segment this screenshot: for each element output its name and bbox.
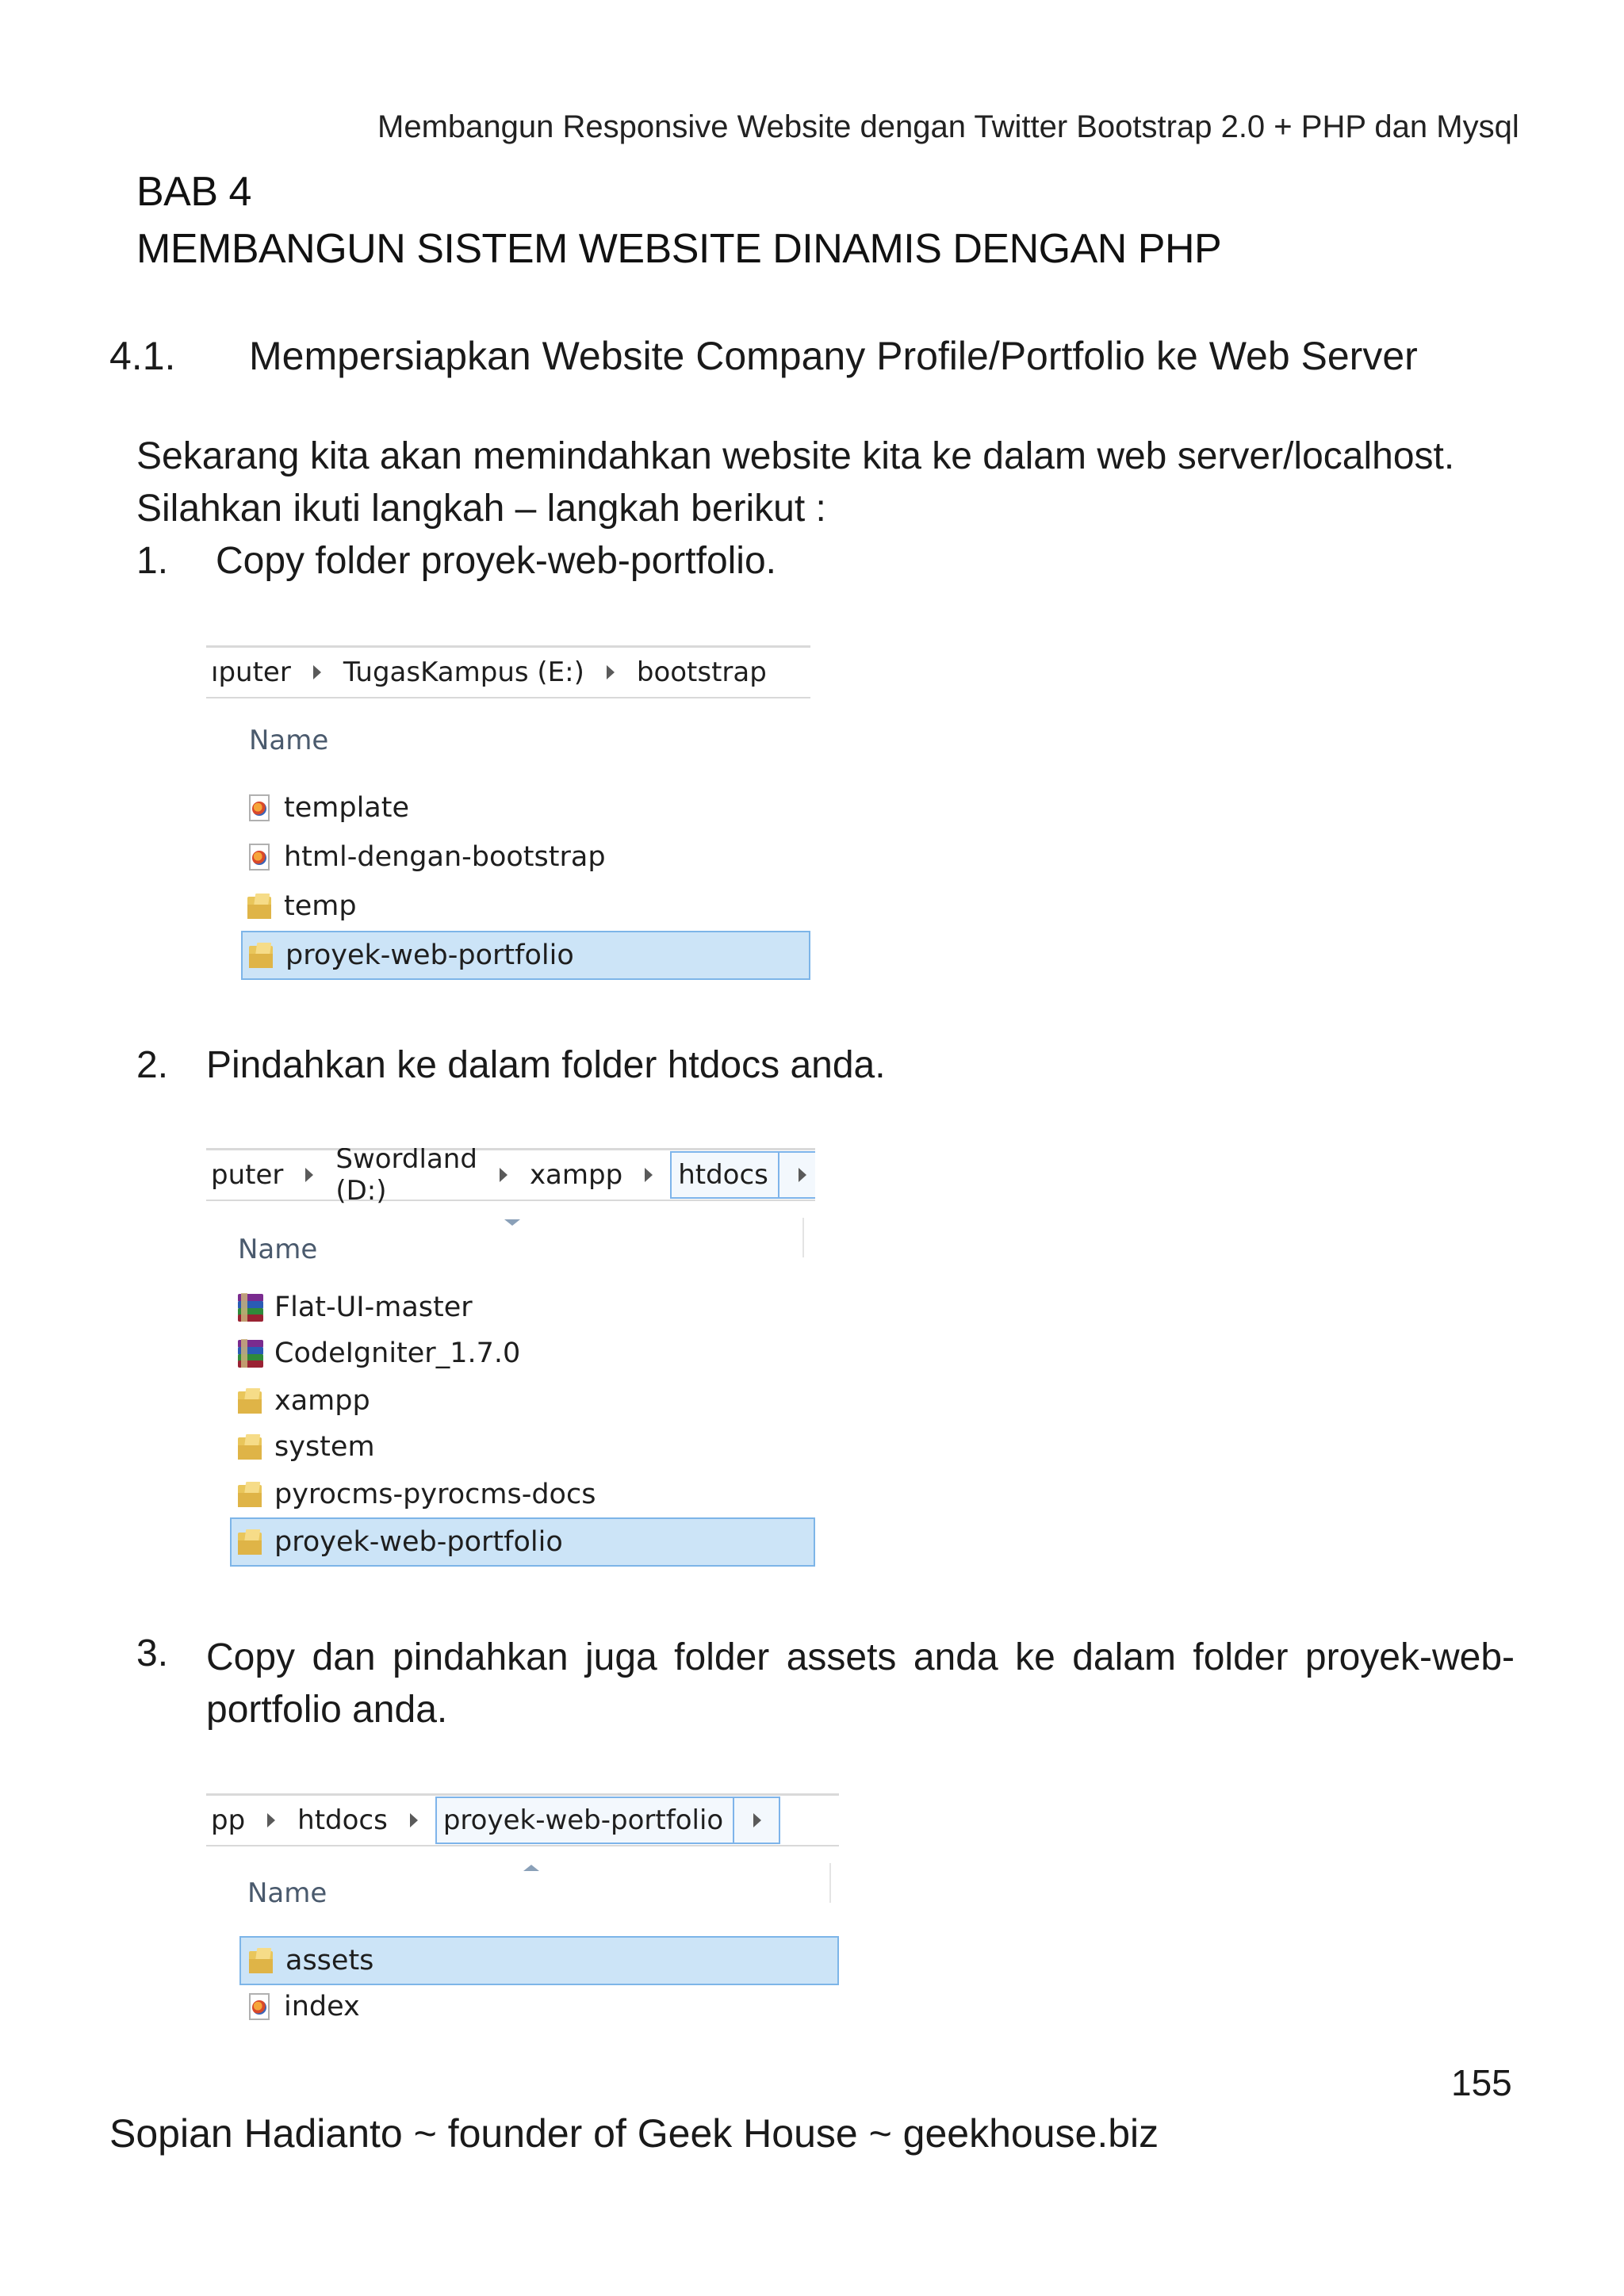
breadcrumb-current-label: proyek-web-portfolio <box>442 1804 724 1836</box>
rar-archive-icon <box>236 1339 263 1368</box>
file-name: CodeIgniter_1.7.0 <box>274 1337 521 1369</box>
step-2-text: Pindahkan ke dalam folder htdocs anda. <box>206 1044 886 1086</box>
address-bar <box>206 1148 815 1207</box>
step-1-number: 1. <box>136 540 169 582</box>
breadcrumb-current-label: htdocs <box>678 1159 768 1191</box>
column-header-name[interactable]: Name <box>238 1234 318 1265</box>
sort-ascending-icon <box>523 1865 539 1871</box>
breadcrumb-arrow-icon <box>267 1813 275 1827</box>
intro-line-2: Silahkan ikuti langkah – langkah berikut : <box>136 488 826 530</box>
folder-name: temp <box>284 890 357 922</box>
archive-row[interactable] <box>236 1284 815 1330</box>
folder-row-selected[interactable] <box>241 931 810 980</box>
running-header: Membangun Responsive Website dengan Twitter Bootstrap 2.0 + PHP dan Mysql <box>377 109 1519 144</box>
chapter-title: MEMBANGUN SISTEM WEBSITE DINAMIS DENGAN PHP <box>136 226 1222 272</box>
folder-name: proyek-web-portfolio <box>274 1526 563 1558</box>
breadcrumb-arrow-icon <box>607 665 615 679</box>
file-name: index <box>284 1991 360 2022</box>
folder-icon <box>246 892 273 920</box>
folder-row[interactable] <box>236 1471 815 1517</box>
folder-row[interactable] <box>236 1424 815 1470</box>
folder-name: xampp <box>274 1385 370 1417</box>
breadcrumb-arrow-icon <box>500 1168 508 1182</box>
html-file-icon <box>246 843 273 871</box>
sort-descending-icon <box>504 1219 520 1226</box>
intro-line-1: Sekarang kita akan memindahkan website kita ke dalam web server/localhost. <box>136 435 1455 477</box>
breadcrumb-item[interactable]: TugasKampus (E:) <box>343 656 584 688</box>
section-title: Mempersiapkan Website Company Profile/Portfolio ke Web Server <box>249 334 1418 378</box>
column-divider <box>829 1863 831 1903</box>
explorer-screenshot-2 <box>206 1148 815 1576</box>
column-divider <box>802 1218 804 1257</box>
breadcrumb-item[interactable]: bootstrap <box>636 656 767 688</box>
file-row[interactable] <box>246 785 810 831</box>
file-row[interactable] <box>246 1984 839 2030</box>
breadcrumb-arrow-icon <box>305 1168 313 1182</box>
folder-name: proyek-web-portfolio <box>285 939 574 971</box>
folder-icon <box>236 1433 263 1461</box>
chapter-label: BAB 4 <box>136 169 251 215</box>
breadcrumb-item[interactable]: puter <box>211 1159 284 1191</box>
explorer-screenshot-3 <box>206 1793 839 2033</box>
page-number: 155 <box>1451 2062 1512 2103</box>
address-bar <box>206 1793 839 1846</box>
file-row[interactable] <box>246 834 810 880</box>
file-name: html-dengan-bootstrap <box>284 841 606 873</box>
page-footer: Sopian Hadianto ~ founder of Geek House ~ geekhouse.biz <box>109 2111 1159 2156</box>
address-bar <box>206 645 810 698</box>
step-3-text: Copy dan pindahkan juga folder assets anda ke dalam folder proyek-web-portfolio anda. <box>206 1636 1515 1731</box>
breadcrumb-arrow-icon <box>410 1813 418 1827</box>
step-2-number: 2. <box>136 1044 169 1086</box>
folder-row[interactable] <box>246 883 810 929</box>
column-header-name[interactable]: Name <box>249 725 329 756</box>
step-1-text: Copy folder proyek-web-portfolio. <box>216 540 776 582</box>
breadcrumb-item[interactable]: pp <box>211 1804 246 1836</box>
breadcrumb-item-current[interactable] <box>670 1151 815 1199</box>
rar-archive-icon <box>236 1293 263 1322</box>
folder-name: assets <box>285 1945 374 1976</box>
archive-row[interactable] <box>236 1330 815 1376</box>
breadcrumb-arrow-icon <box>645 1168 653 1182</box>
folder-name: pyrocms-pyrocms-docs <box>274 1479 596 1510</box>
file-name: template <box>284 792 409 824</box>
breadcrumb-arrow-icon <box>313 665 321 679</box>
breadcrumb-expand-icon[interactable] <box>733 1798 774 1843</box>
file-name: Flat-UI-master <box>274 1292 473 1323</box>
breadcrumb-item[interactable]: Swordland (D:) <box>335 1148 477 1207</box>
breadcrumb-expand-icon[interactable] <box>778 1153 815 1197</box>
folder-icon <box>236 1480 263 1509</box>
section-number: 4.1. <box>109 334 176 378</box>
folder-row-selected[interactable] <box>239 1936 839 1985</box>
folder-icon <box>236 1528 263 1556</box>
folder-icon <box>236 1387 263 1415</box>
step-3-number: 3. <box>136 1632 169 1674</box>
html-file-icon <box>246 794 273 822</box>
folder-row-selected[interactable] <box>230 1517 815 1567</box>
breadcrumb-item-current[interactable] <box>435 1797 780 1844</box>
html-file-icon <box>246 1992 273 2021</box>
breadcrumb-item[interactable]: ıputer <box>211 656 291 688</box>
breadcrumb-item[interactable]: xampp <box>529 1159 623 1191</box>
folder-name: system <box>274 1431 375 1463</box>
folder-row[interactable] <box>236 1378 815 1424</box>
explorer-screenshot-1 <box>206 645 810 988</box>
folder-icon <box>247 941 274 970</box>
breadcrumb-item[interactable]: htdocs <box>297 1804 388 1836</box>
folder-icon <box>247 1946 274 1975</box>
column-header-name[interactable]: Name <box>247 1877 327 1909</box>
